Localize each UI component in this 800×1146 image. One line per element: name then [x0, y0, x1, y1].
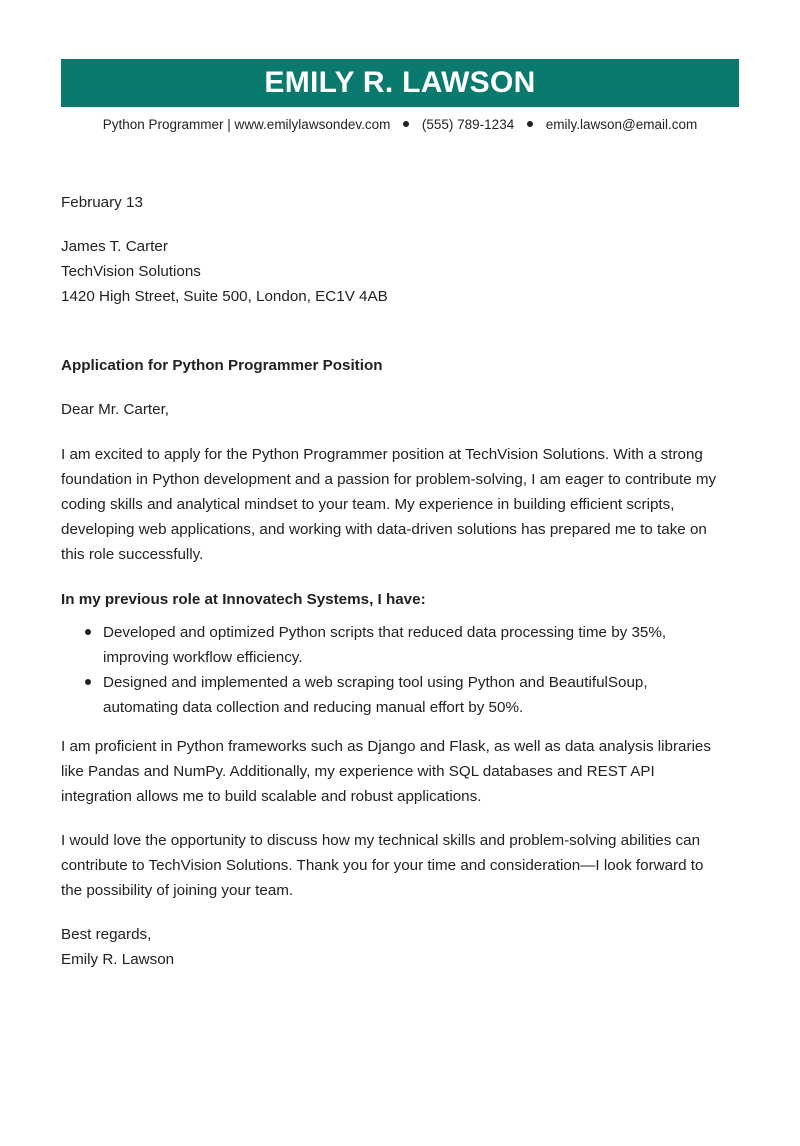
- list-item-line: Developed and optimized Python scripts that reduced data processing time by 35%,: [103, 624, 667, 641]
- applicant-name: EMILY R. LAWSON: [264, 66, 536, 99]
- paragraph-line: integration allows me to build scalable and robust applications.: [61, 788, 482, 805]
- body-paragraph-2: [61, 734, 741, 809]
- signature-name: Emily R. Lawson: [61, 951, 175, 968]
- name-banner: [61, 59, 739, 107]
- paragraph-line: like Pandas and NumPy. Additionally, my experience with SQL databases and REST API: [61, 763, 655, 780]
- list-item-line: improving workflow efficiency.: [103, 649, 303, 666]
- list-item: [61, 620, 741, 670]
- paragraph-line: the possibility of joining your team.: [61, 882, 294, 899]
- letter-date: February 13: [61, 194, 143, 211]
- paragraph-line: developing web applications, and working with data-driven solutions has prepared me to take on: [61, 521, 707, 538]
- recipient-block: [61, 234, 741, 309]
- list-item-line: Designed and implemented a web scraping tool using Python and BeautifulSoup,: [103, 674, 648, 691]
- contact-line: [0, 117, 800, 132]
- paragraph-line: contribute to TechVision Solutions. Thank you for your time and consideration—I look forward to: [61, 857, 704, 874]
- paragraph-line: coding skills and analytical mindset to your team. My experience in building efficient scripts,: [61, 496, 675, 513]
- email-address: emily.lawson@email.com: [545, 117, 698, 132]
- bullet-icon: [85, 679, 91, 685]
- paragraph-line: foundation in Python development and a passion for problem-solving, I am eager to contribute my: [61, 471, 717, 488]
- paragraph-line: this role successfully.: [61, 546, 204, 563]
- paragraph-line: I would love the opportunity to discuss how my technical skills and problem-solving abilities can: [61, 832, 701, 849]
- list-item-line: automating data collection and reducing manual effort by 50%.: [103, 699, 524, 716]
- separator-dot-icon: [527, 121, 533, 127]
- paragraph-line: I am proficient in Python frameworks such as Django and Flask, as well as data analysis libraries: [61, 738, 711, 755]
- paragraph-line: I am excited to apply for the Python Programmer position at TechVision Solutions. With a strong: [61, 446, 703, 463]
- title-and-website: Python Programmer | www.emilylawsondev.com: [102, 117, 391, 132]
- closing-salutation: Best regards,: [61, 926, 152, 943]
- phone-number: (555) 789-1234: [421, 117, 515, 132]
- body-paragraph-3: [61, 828, 741, 903]
- letter-subject: Application for Python Programmer Position: [61, 357, 383, 374]
- separator-dot-icon: [403, 121, 409, 127]
- achievements-list: [61, 620, 741, 720]
- recipient-name: James T. Carter: [61, 238, 168, 255]
- letter-greeting: Dear Mr. Carter,: [61, 401, 170, 418]
- recipient-company: TechVision Solutions: [61, 263, 201, 280]
- body-paragraph-1: [61, 442, 741, 567]
- recipient-address: 1420 High Street, Suite 500, London, EC1V 4AB: [61, 288, 388, 305]
- closing-block: [61, 922, 741, 972]
- list-item: [61, 670, 741, 720]
- achievements-intro: In my previous role at Innovatech Systems, I have:: [61, 591, 426, 608]
- bullet-icon: [85, 629, 91, 635]
